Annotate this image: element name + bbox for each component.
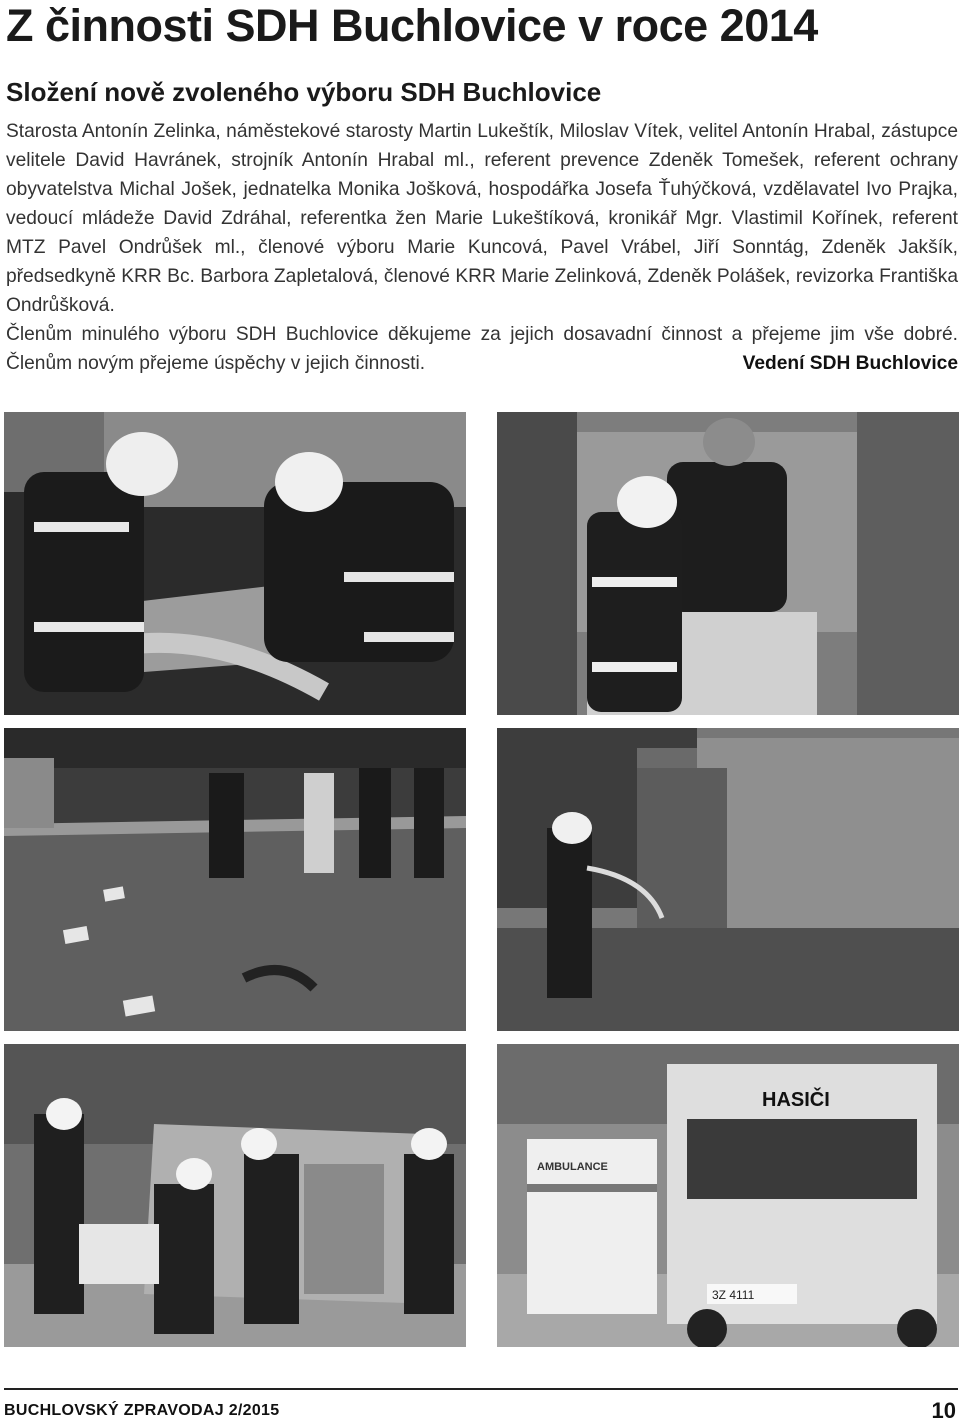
photo-road-accident-graphic [4, 728, 466, 1031]
photo-overturned-van [4, 1044, 466, 1347]
signature: Vedení SDH Buchlovice [742, 353, 958, 374]
photo-fire-truck-graphic [497, 1044, 959, 1347]
photo-dummy-rescue-graphic [4, 412, 466, 715]
photo-truck-fire [497, 728, 959, 1031]
footer-publication: BUCHLOVSKÝ ZPRAVODAJ 2/2015 [4, 1402, 280, 1419]
photo-overturned-van-graphic [4, 1044, 466, 1347]
page-title: Z činnosti SDH Buchlovice v roce 2014 [6, 0, 818, 51]
thanks-text: Členům minulého výboru SDH Buchlovice děkujeme za jejich dosavadní činnost a přejeme jim vše dobré. Členům novým přejeme úspěchy v jejich činnosti. [6, 324, 958, 374]
committee-paragraph: Starosta Antonín Zelinka, náměstekové starosty Martin Lukeštík, Miloslav Vítek, velitel Antonín Hrabal, zástupce velitele David Havránek, strojník Antonín Hrabal ml., referent prevence Zdeněk Tomešek, referent ochrany obyvatelstva Michal Jošek, jednatelka Monika Jošková, hospodářka Josefa Ťuhýčková, vzdělavatel Ivo Prajka, vedoucí mládeže David Zdráhal, referentka žen Marie Lukeštíková, kronikář Mgr. Vlastimil Kořínek, referent MTZ Pavel Ondrůšek ml., členové výboru Marie Kuncová, Pavel Vrábel, Jiří Sonntág, Zdeněk Jakšík, předsedkyně KRR Bc. Barbora Zapletalová, členové KRR Marie Zelinková, Zdeněk Polášek, revizorka Františka Ondrůšková. [6, 121, 958, 316]
photo-truck-fire-graphic [497, 728, 959, 1031]
license-plate-text: 3Z 4111 [712, 1288, 755, 1302]
footer-rule [4, 1388, 958, 1390]
truck-text: HASIČI [762, 1089, 830, 1111]
ambulance-text: AMBULANCE [537, 1161, 608, 1173]
photo-dummy-rescue [4, 412, 466, 715]
thanks-paragraph [6, 320, 958, 378]
photo-window-rescue-graphic [497, 412, 959, 715]
page-number: 10 [931, 1398, 956, 1423]
photo-road-accident [4, 728, 466, 1031]
photo-fire-truck [497, 1044, 959, 1347]
article-body [6, 117, 958, 378]
photo-window-rescue [497, 412, 959, 715]
section-heading: Složení nově zvoleného výboru SDH Buchlovice [6, 77, 602, 107]
